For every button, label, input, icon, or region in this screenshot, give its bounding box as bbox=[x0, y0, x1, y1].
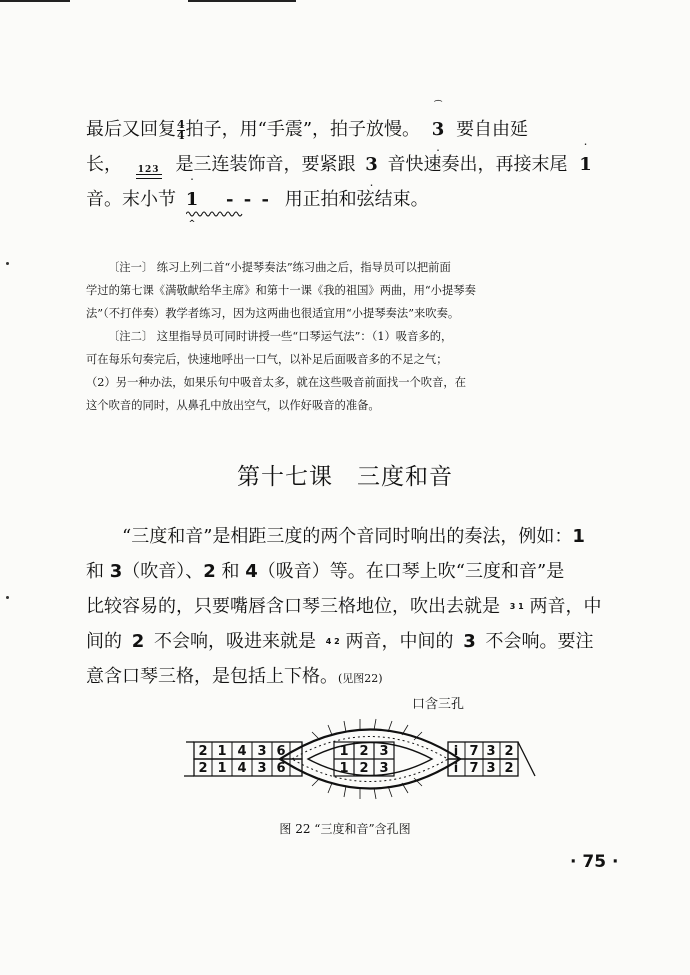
note-number: 3 bbox=[365, 154, 378, 175]
paragraph-line bbox=[86, 139, 646, 190]
paragraph-line bbox=[86, 624, 646, 659]
note-number: 3 bbox=[463, 631, 476, 652]
high-note: · 1 bbox=[579, 139, 592, 175]
margin-speck bbox=[6, 596, 9, 599]
note-number: 3 bbox=[109, 561, 123, 582]
stacked-chord: 3 1 bbox=[509, 602, 524, 611]
fermata-note: ⌒ 3 · bbox=[431, 99, 445, 155]
sustain-dashes: - - - bbox=[226, 189, 271, 210]
ts-numerator: 4 bbox=[177, 117, 185, 131]
hole-number: 7 bbox=[469, 744, 479, 759]
text: （吸音）等。在口琴上吹“三度和音”是 bbox=[257, 561, 565, 582]
note-number: 1 bbox=[579, 154, 592, 175]
text: （吹音）、 bbox=[122, 561, 204, 582]
mouth-hole-number: 3 bbox=[379, 744, 389, 759]
text: 和 bbox=[86, 561, 104, 582]
hole-number: 3 bbox=[486, 761, 496, 776]
figure-reference: (见图22) bbox=[338, 672, 383, 685]
hole-number: 3 bbox=[486, 744, 496, 759]
note: 3 · bbox=[365, 154, 378, 190]
hole-number: 6 bbox=[276, 761, 286, 776]
lesson-title: 第十七课 三度和音 bbox=[237, 464, 453, 490]
high-note-tremolo: · 1 ^ bbox=[185, 174, 199, 228]
text: 长， bbox=[86, 154, 122, 175]
note-line: （2）另一种办法，如果乐句中吸音太多，就在这些吸音前面找一个吹音，在 bbox=[86, 376, 466, 389]
text: 拍子，用“手震”，拍子放慢。 bbox=[185, 119, 421, 140]
text: 间的 bbox=[86, 631, 122, 652]
hole-number: 1 bbox=[217, 744, 227, 759]
note-line: 〔注二〕 这里指导员可同时讲授一些“口琴运气法”：（1）吸音多的， bbox=[108, 330, 453, 343]
ts-denominator: 4 bbox=[177, 128, 185, 142]
paragraph-line bbox=[86, 589, 646, 624]
hole-number: i bbox=[453, 744, 459, 759]
paragraph-line bbox=[86, 174, 646, 228]
text: 两音，中间的 bbox=[345, 631, 454, 652]
hole-number: 3 bbox=[257, 744, 267, 759]
text: 是三连装饰音，要紧跟 bbox=[175, 154, 356, 175]
note-number: 4 bbox=[245, 561, 258, 582]
hole-number: 4 bbox=[237, 761, 247, 776]
hole-number: 2 bbox=[504, 744, 514, 759]
grace-underline bbox=[136, 174, 162, 179]
hole-number: 3 bbox=[257, 761, 267, 776]
mouth-hole-number: 2 bbox=[359, 744, 369, 759]
hole-number: 4 bbox=[237, 744, 247, 759]
stacked-chord: 4 2 bbox=[325, 637, 340, 646]
harmonica-figure bbox=[180, 710, 550, 805]
hole-number: 7 bbox=[469, 761, 479, 776]
paragraph-third-harmony bbox=[86, 519, 646, 694]
hole-number: 2 bbox=[504, 761, 514, 776]
hole-number: 1 bbox=[217, 761, 227, 776]
text: 要自由延 bbox=[456, 119, 529, 140]
mouth-hole-number: 3 bbox=[379, 761, 389, 776]
paragraph-intro bbox=[86, 99, 646, 228]
mouth-hole-number: 2 bbox=[359, 761, 369, 776]
text: 音。末小节 bbox=[86, 189, 176, 210]
mouth-hole-number: 1 bbox=[339, 761, 349, 776]
page-number: · 75 · bbox=[570, 852, 619, 872]
grace-notes-digits: 123 bbox=[137, 165, 160, 175]
note-number: 3 bbox=[431, 119, 445, 140]
note-line: 学过的第七课《满敬献给华主席》和第十一课《我的祖国》两曲，用“小提琴奏 bbox=[86, 284, 476, 297]
text: 不会响。要注 bbox=[485, 631, 594, 652]
hole-number: 2 bbox=[198, 761, 208, 776]
hole-number: 2 bbox=[198, 744, 208, 759]
note-number: 1 bbox=[572, 526, 585, 547]
note-line: 可在每乐句奏完后，快速地呼出一口气，以补足后面吸音多的不足之气； bbox=[86, 353, 448, 366]
paragraph-line bbox=[86, 659, 646, 694]
tremolo-wave bbox=[186, 210, 244, 218]
text: 用正拍和弦结束。 bbox=[284, 189, 429, 210]
figure-label: 口含三孔 bbox=[412, 697, 465, 712]
paragraph-line bbox=[86, 99, 646, 155]
text: 最后又回复 bbox=[86, 119, 176, 140]
text: “三度和音”是相距三度的两个音同时响出的奏法，例如： bbox=[122, 526, 573, 547]
note-number: 2 bbox=[203, 561, 216, 582]
paragraph-line bbox=[86, 519, 646, 554]
text: 音快速奏出，再接末尾 bbox=[387, 154, 568, 175]
time-signature bbox=[177, 117, 185, 142]
text: 和 bbox=[221, 561, 240, 582]
footnotes bbox=[86, 256, 626, 417]
note-line: 〔注一〕 练习上列二首“小提琴奏法”练习曲之后，指导员可以把前面 bbox=[108, 261, 451, 274]
mouth-hole-number: 1 bbox=[339, 744, 349, 759]
top-rule-left bbox=[0, 0, 70, 2]
paragraph-line bbox=[86, 554, 646, 589]
note-line: 法”（不打伴奏）教学者练习，因为这两曲也很适宜用“小提琴奏法”来吹奏。 bbox=[86, 307, 460, 320]
text: 比较容易的，只要嘴唇含口琴三格地位，吹出去就是 bbox=[86, 596, 500, 617]
hole-number: 6 bbox=[276, 744, 286, 759]
note-number: 1 bbox=[185, 189, 199, 210]
note-line: 这个吹音的同时，从鼻孔中放出空气，以作好吸音的准备。 bbox=[86, 399, 380, 412]
text: 两音，中 bbox=[529, 596, 602, 617]
top-rule-right bbox=[188, 0, 296, 2]
margin-speck bbox=[6, 262, 9, 265]
text: 不会响，吸进来就是 bbox=[154, 631, 316, 652]
text: 意含口琴三格，是包括上下格。 bbox=[86, 666, 338, 687]
figure-caption: 图 22 “三度和音”含孔图 bbox=[279, 822, 411, 836]
note-number: 2 bbox=[131, 631, 145, 652]
hole-number: i bbox=[453, 761, 459, 776]
